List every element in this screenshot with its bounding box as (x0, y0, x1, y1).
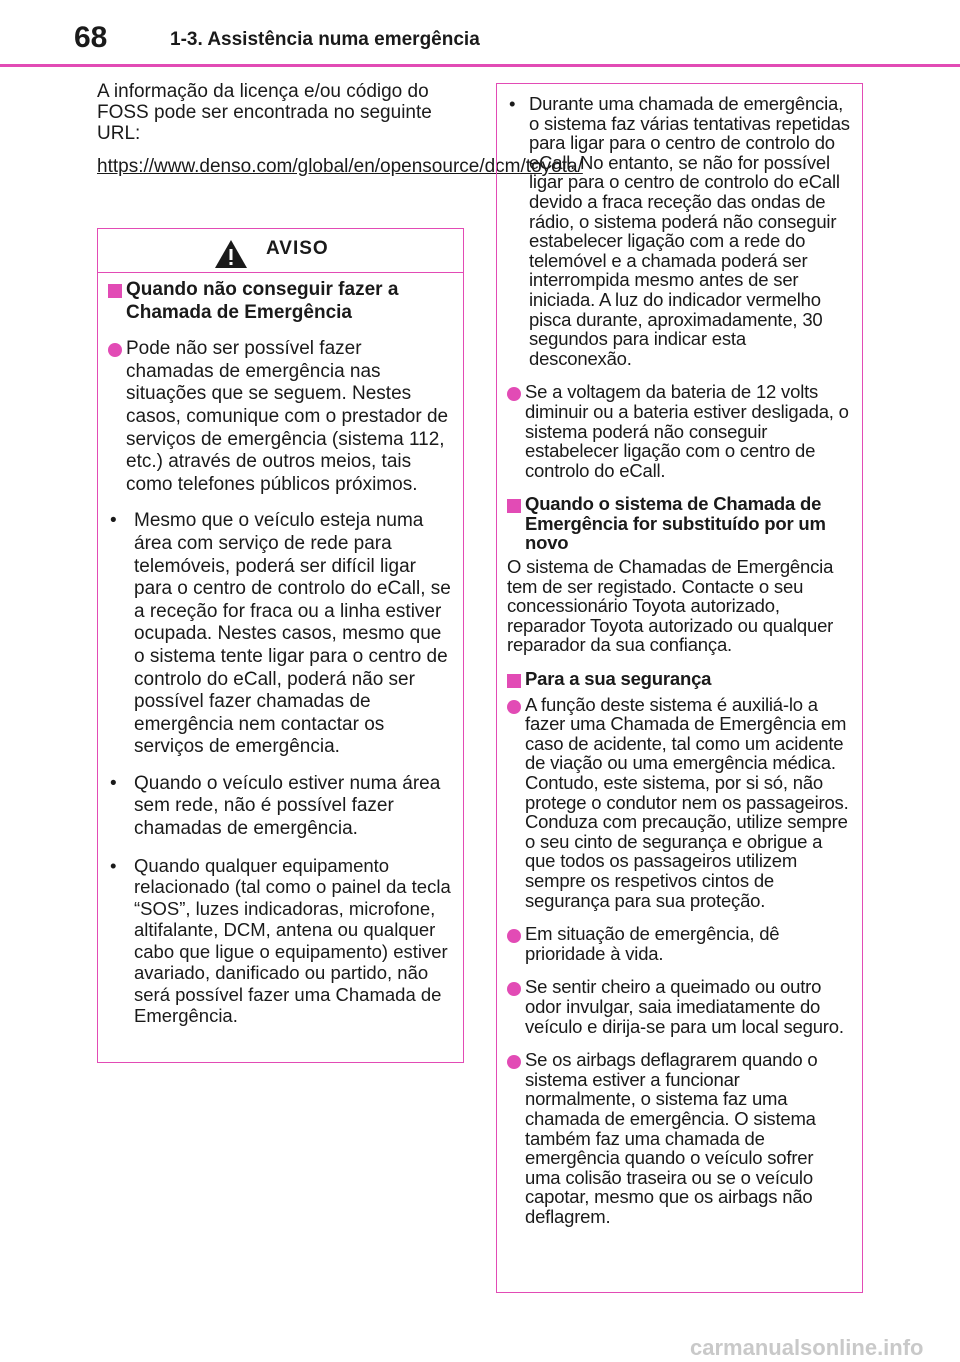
warning-bullet: • Quando qualquer equipamento relacionado (tal como o painel da tecla “SOS”, luzes indicadoras, microfone, altifalante, DCM, antena ou qualquer cabo que ligue o equipamento) estiver avariado, danificado ou partido, não será possível fazer uma Chamada de Emergência. (110, 854, 451, 1027)
warning-heading: Quando não conseguir fazer a Chamada de Emergência (108, 279, 453, 324)
watermark: carmanualsonline.info (690, 1335, 924, 1360)
dot-bullet-icon: • (110, 772, 117, 794)
right-item: A função deste sistema é auxiliá-lo a fazer uma Chamada de Emergência em caso de acidente, tal como um acidente de viação ou uma emergência médica. Contudo, este sistema, por si só, não protege o condutor nem os passageiros. Conduza com precaução, utilize sempre o seu cinto de segurança e obrigue a que todos os passageiros utilizem sempre os respetivos cintos de segurança para sua proteção. (507, 695, 852, 911)
intro-text: A informação da licença e/ou código do FOSS pode ser encontrada no seguinte URL: (97, 81, 432, 144)
circle-bullet-icon (507, 982, 521, 996)
warning-header (98, 229, 463, 273)
warning-bullet: • Quando o veículo estiver numa área sem rede, não é possível fazer chamadas de emergência. (110, 772, 441, 840)
warning-triangle-icon (214, 239, 248, 269)
square-bullet-icon (507, 499, 521, 513)
right-bullet: • Durante uma chamada de emergência, o sistema faz várias tentativas repetidas para ligar para o centro de controlo do eCall. No entanto, se não for possível ligar para o centro de controlo do eCall devido a fraca receção das ondas de rádio, o sistema poderá não conseguir estabelecer ligação com a rede do telemóvel e a chamada poderá ser interrompida mesmo antes de ser iniciada. A luz do indicador vermelho pisca durante, aproximadamente, 30 segundos para indicar esta desconexão. (509, 93, 850, 369)
section-title: 1-3. Assistência numa emergência (170, 29, 480, 50)
dot-bullet-icon: • (110, 510, 117, 532)
circle-bullet-icon (507, 700, 521, 714)
circle-bullet-icon (507, 929, 521, 943)
warning-title: AVISO (266, 238, 329, 259)
warning-body (98, 273, 463, 1027)
right-item: Se a voltagem da bateria de 12 volts diminuir ou a bateria estiver desligada, o sistema poderá não conseguir estabelecer ligação com o centro de controlo do eCall. (507, 382, 852, 480)
circle-bullet-icon (507, 1055, 521, 1069)
page-number: 68 (74, 21, 108, 54)
warning-item: Pode não ser possível fazer chamadas de emergência nas situações que se seguem. Nestes casos, comunique com o prestador de serviços de emergência (sistema 112, etc.) através de outros meios, tais como telefones públicos próximos. (108, 338, 453, 496)
continued-warning-body (497, 84, 862, 1226)
right-item: Em situação de emergência, dê prioridade à vida. (507, 924, 852, 963)
dot-bullet-icon: • (509, 93, 516, 114)
square-bullet-icon (507, 674, 521, 688)
warning-box (97, 228, 464, 1063)
circle-bullet-icon (108, 343, 122, 357)
square-bullet-icon (108, 284, 122, 298)
right-paragraph: O sistema de Chamadas de Emergência tem de ser registado. Contacte o seu concessionário Toyota autorizado, reparador Toyota autorizado ou qualquer reparador da sua confiança. (507, 556, 834, 656)
right-heading: Para a sua segurança (507, 669, 852, 689)
warning-bullet: • Mesmo que o veículo esteja numa área com serviço de rede para telemóveis, poderá ser difícil ligar para o centro de controlo do eCall, se a receção for fraca ou a linha estiver ocupada. Nestes casos, mesmo que o sistema tente ligar para o centro de controlo do eCall, poderá não ser possível fazer chamadas de emergência nem contactar os serviços de emergência. (110, 510, 451, 758)
right-heading: Quando o sistema de Chamada de Emergência for substituído por um novo (507, 494, 852, 553)
intro-block (97, 81, 583, 177)
dot-bullet-icon: • (110, 854, 117, 876)
page-header (0, 0, 960, 68)
right-item: Se os airbags deflagrarem quando o sistema estiver a funcionar normalmente, o sistema faz uma chamada de emergência. O sistema também faz uma chamada de emergência quando o veículo sofrer uma colisão traseira ou se o veículo capotar, mesmo que os airbags não deflagrem. (507, 1050, 852, 1226)
header-rule (0, 64, 960, 67)
right-item: Se sentir cheiro a queimado ou outro odor invulgar, saia imediatamente do veículo e dirija-se para um local seguro. (507, 977, 852, 1036)
circle-bullet-icon (507, 387, 521, 401)
continued-warning-box (496, 83, 863, 1293)
foss-url-link[interactable]: https://www.denso.com/global/en/opensource/dcm/toyota/ (97, 156, 583, 177)
